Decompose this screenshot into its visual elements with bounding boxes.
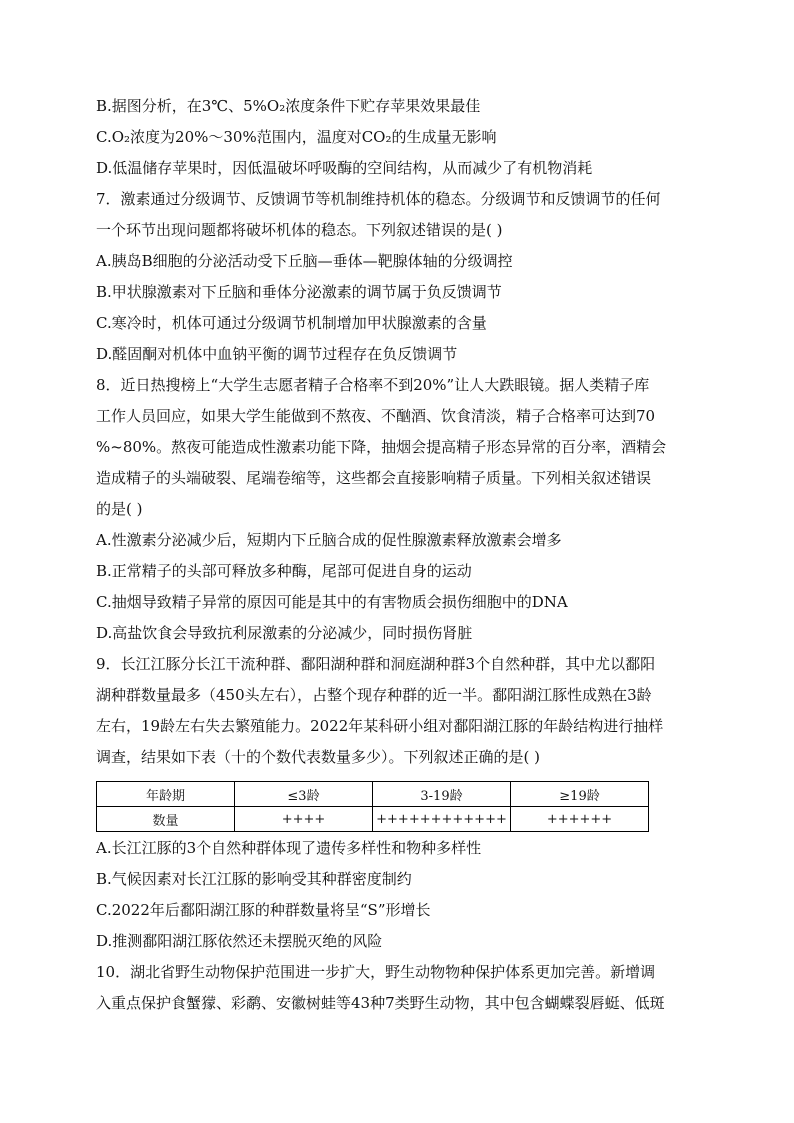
question-8-stem: %~80%。熬夜可能造成性激素功能下降，抽烟会提高精子形态异常的百分率，酒精会 bbox=[96, 438, 667, 456]
table-header-cell: ≤3龄 bbox=[235, 782, 373, 807]
option-6d: D.低温储存苹果时，因低温破坏呼吸酶的空间结构，从而减少了有机物消耗 bbox=[96, 159, 593, 177]
option-9d: D.推测鄱阳湖江豚依然还未摆脱灭绝的风险 bbox=[96, 932, 383, 950]
question-7-stem: 一个环节出现问题都将破坏机体的稳态。下列叙述错误的是( ) bbox=[96, 221, 503, 239]
option-7d: D.醛固酮对机体中血钠平衡的调节过程存在负反馈调节 bbox=[96, 345, 458, 363]
option-7c: C.寒冷时，机体可通过分级调节机制增加甲状腺激素的含量 bbox=[96, 314, 487, 332]
option-8c: C.抽烟导致精子异常的原因可能是其中的有害物质会损伤细胞中的DNA bbox=[96, 593, 568, 611]
question-8-stem: 造成精子的头端破裂、尾端卷缩等，这些都会直接影响精子质量。下列相关叙述错误 bbox=[96, 469, 652, 487]
option-7a: A.胰岛B细胞的分泌活动受下丘脑—垂体—靶腺体轴的分级调控 bbox=[96, 252, 513, 270]
table-cell: ++++++ bbox=[511, 807, 649, 832]
question-9-stem: 9．长江江豚分长江干流种群、鄱阳湖种群和洞庭湖种群3个自然种群，其中尤以鄱阳 bbox=[96, 655, 656, 673]
option-7b: B.甲状腺激素对下丘脑和垂体分泌激素的调节属于负反馈调节 bbox=[96, 283, 502, 301]
option-9a: A.长江江豚的3个自然种群体现了遗传多样性和物种多样性 bbox=[96, 839, 482, 857]
age-structure-table bbox=[96, 781, 649, 832]
option-6b: B.据图分析，在3℃、5%O₂浓度条件下贮存苹果效果最佳 bbox=[96, 97, 481, 115]
question-8-stem: 工作人员回应，如果大学生能做到不熬夜、不酗酒、饮食清淡，精子合格率可达到70 bbox=[96, 407, 656, 425]
option-8b: B.正常精子的头部可释放多种酶，尾部可促进自身的运动 bbox=[96, 562, 472, 580]
table-row bbox=[97, 807, 649, 832]
question-8-stem: 的是( ) bbox=[96, 500, 143, 518]
question-9-stem: 左右，19龄左右失去繁殖能力。2022年某科研小组对鄱阳湖江豚的年龄结构进行抽样 bbox=[96, 717, 664, 735]
option-9b: B.气候因素对长江江豚的影响受其种群密度制约 bbox=[96, 870, 412, 888]
table-cell: 数量 bbox=[97, 807, 235, 832]
table-cell: ++++++++++++ bbox=[373, 807, 511, 832]
table-header-cell: 3-19龄 bbox=[373, 782, 511, 807]
option-9c: C.2022年后鄱阳湖江豚的种群数量将呈“S”形增长 bbox=[96, 901, 431, 919]
question-10-stem: 入重点保护食蟹獴、彩鹬、安徽树蛙等43种7类野生动物，其中包含蝴蝶裂唇蜓、低斑 bbox=[96, 994, 665, 1012]
table-header-cell: 年龄期 bbox=[97, 782, 235, 807]
question-8-stem: 8．近日热搜榜上“大学生志愿者精子合格率不到20%”让人大跌眼镜。据人类精子库 bbox=[96, 376, 650, 394]
option-8a: A.性激素分泌减少后，短期内下丘脑合成的促性腺激素释放激素会增多 bbox=[96, 531, 562, 549]
option-8d: D.高盐饮食会导致抗利尿激素的分泌减少，同时损伤肾脏 bbox=[96, 624, 473, 642]
question-7-stem: 7．激素通过分级调节、反馈调节等机制维持机体的稳态。分级调节和反馈调节的任何 bbox=[96, 190, 661, 208]
question-10-stem: 10．湖北省野生动物保护范围进一步扩大，野生动物物种保护体系更加完善。新增调 bbox=[96, 963, 656, 981]
table-header-row bbox=[97, 782, 649, 807]
table-header-cell: ≥19龄 bbox=[511, 782, 649, 807]
table-cell: ++++ bbox=[235, 807, 373, 832]
question-9-stem: 湖种群数量最多（450头左右），占整个现存种群的近一半。鄱阳湖江豚性成熟在3龄 bbox=[96, 686, 652, 704]
option-6c: C.O₂浓度为20%～30%范围内，温度对CO₂的生成量无影响 bbox=[96, 128, 497, 146]
question-9-stem: 调查，结果如下表（十的个数代表数量多少）。下列叙述正确的是( ) bbox=[96, 748, 540, 766]
